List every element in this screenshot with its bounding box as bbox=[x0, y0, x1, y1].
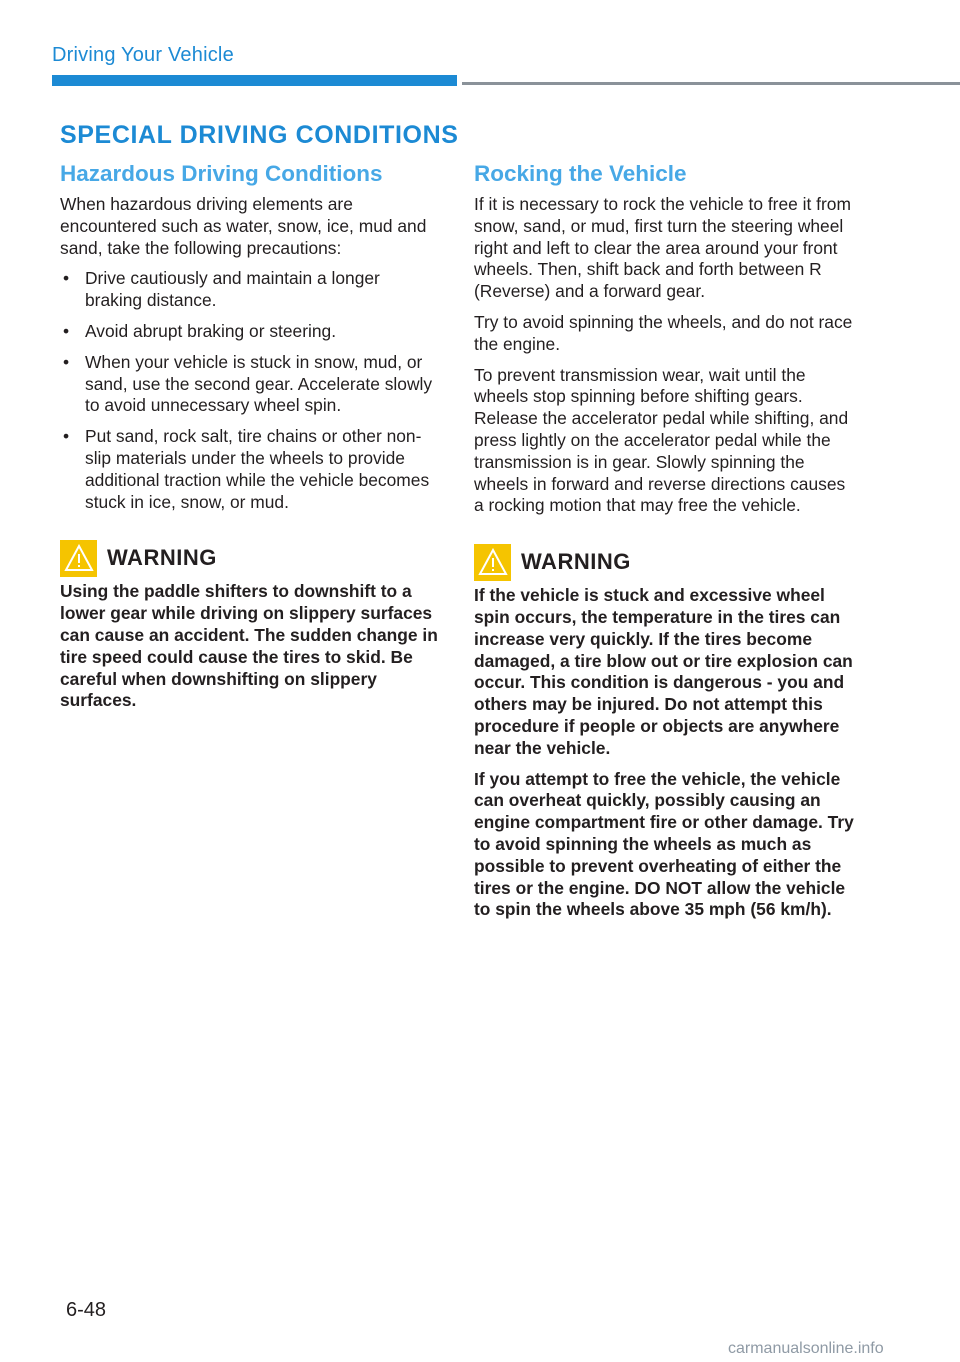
list-item bbox=[60, 321, 440, 343]
warning-text-1: If the vehicle is stuck and excessive wheel spin occurs, the temperature in the tires can increase very quickly. If the tires become damaged, a tire blow out or tire explosion can occur. This condition is dangerous - you and others may be injured. Do not attempt this procedure if people or objects are anywhere near the vehicle. bbox=[474, 585, 853, 758]
list-item-text: Put sand, rock salt, tire chains or other non-slip materials under the wheels to provide additional traction while the vehicle becomes stuck in ice, snow, or mud. bbox=[85, 426, 430, 512]
page-title: SPECIAL DRIVING CONDITIONS bbox=[60, 121, 459, 149]
rocking-paragraph-1: If it is necessary to rock the vehicle to free it from snow, sand, or mud, first turn the steering wheel right and left to clear the area around your front wheels. Then, shift back and forth between R (Reverse) and a forward gear. bbox=[474, 194, 851, 302]
header-rule-accent bbox=[52, 75, 457, 86]
wheel-spin-warning bbox=[474, 543, 854, 921]
list-item-text: Avoid abrupt braking or steering. bbox=[85, 320, 337, 341]
rocking-vehicle-heading: Rocking the Vehicle bbox=[474, 161, 687, 186]
warning-triangle-icon bbox=[60, 540, 97, 577]
precautions-list bbox=[60, 268, 440, 513]
bullet-dot: • bbox=[62, 320, 70, 341]
list-item bbox=[60, 352, 440, 417]
warning-header bbox=[474, 543, 854, 581]
warning-title: WARNING bbox=[521, 549, 631, 575]
warning-text: Using the paddle shifters to downshift to a lower gear while driving on slippery surfaces can cause an accident. The sudden change in tire speed could cause the tires to skid. Be careful when downshifting on slippery surfaces. bbox=[60, 581, 438, 711]
warning-header bbox=[60, 539, 440, 577]
rocking-paragraph-3: To prevent transmission wear, wait until the wheels stop spinning before shifting gears. Release the accelerator pedal while shifting, and press lightly on the accelerator pedal while the transmission is in gear. Slowly spinning the wheels in forward and reverse directions causes a rocking motion that may free the vehicle. bbox=[474, 364, 849, 516]
bullet-dot: • bbox=[62, 268, 70, 289]
watermark: carmanualsonline.info bbox=[728, 1340, 884, 1357]
list-item bbox=[60, 268, 440, 312]
list-item bbox=[60, 426, 440, 513]
right-column bbox=[474, 158, 854, 930]
list-item-text: When your vehicle is stuck in snow, mud, or sand, use the second gear. Accelerate slowly to avoid unnecessary wheel spin. bbox=[85, 351, 433, 416]
warning-text-2: If you attempt to free the vehicle, the vehicle can overheat quickly, possibly causing an engine compartment fire or other damage. Try to avoid spinning the wheels as much as possible to prevent overheating of either the tires or the engine. DO NOT allow the vehicle to spin the wheels above 35 mph (56 km/h). bbox=[474, 768, 854, 920]
left-column bbox=[60, 158, 440, 721]
header-rule-gray bbox=[462, 82, 960, 85]
page-number: 6-48 bbox=[66, 1299, 107, 1321]
list-item-text: Drive cautiously and maintain a longer braking distance. bbox=[85, 268, 380, 311]
warning-triangle-icon bbox=[474, 544, 511, 581]
hazardous-intro: When hazardous driving elements are encountered such as water, snow, ice, mud and sand, take the following precautions: bbox=[60, 194, 427, 258]
warning-title: WARNING bbox=[107, 545, 217, 571]
rocking-paragraph-2: Try to avoid spinning the wheels, and do not race the engine. bbox=[474, 311, 853, 354]
paddle-shifter-warning bbox=[60, 539, 440, 712]
bullet-dot: • bbox=[62, 351, 70, 372]
bullet-dot: • bbox=[62, 426, 70, 447]
section-header: Driving Your Vehicle bbox=[52, 44, 234, 66]
hazardous-conditions-heading: Hazardous Driving Conditions bbox=[60, 161, 383, 186]
